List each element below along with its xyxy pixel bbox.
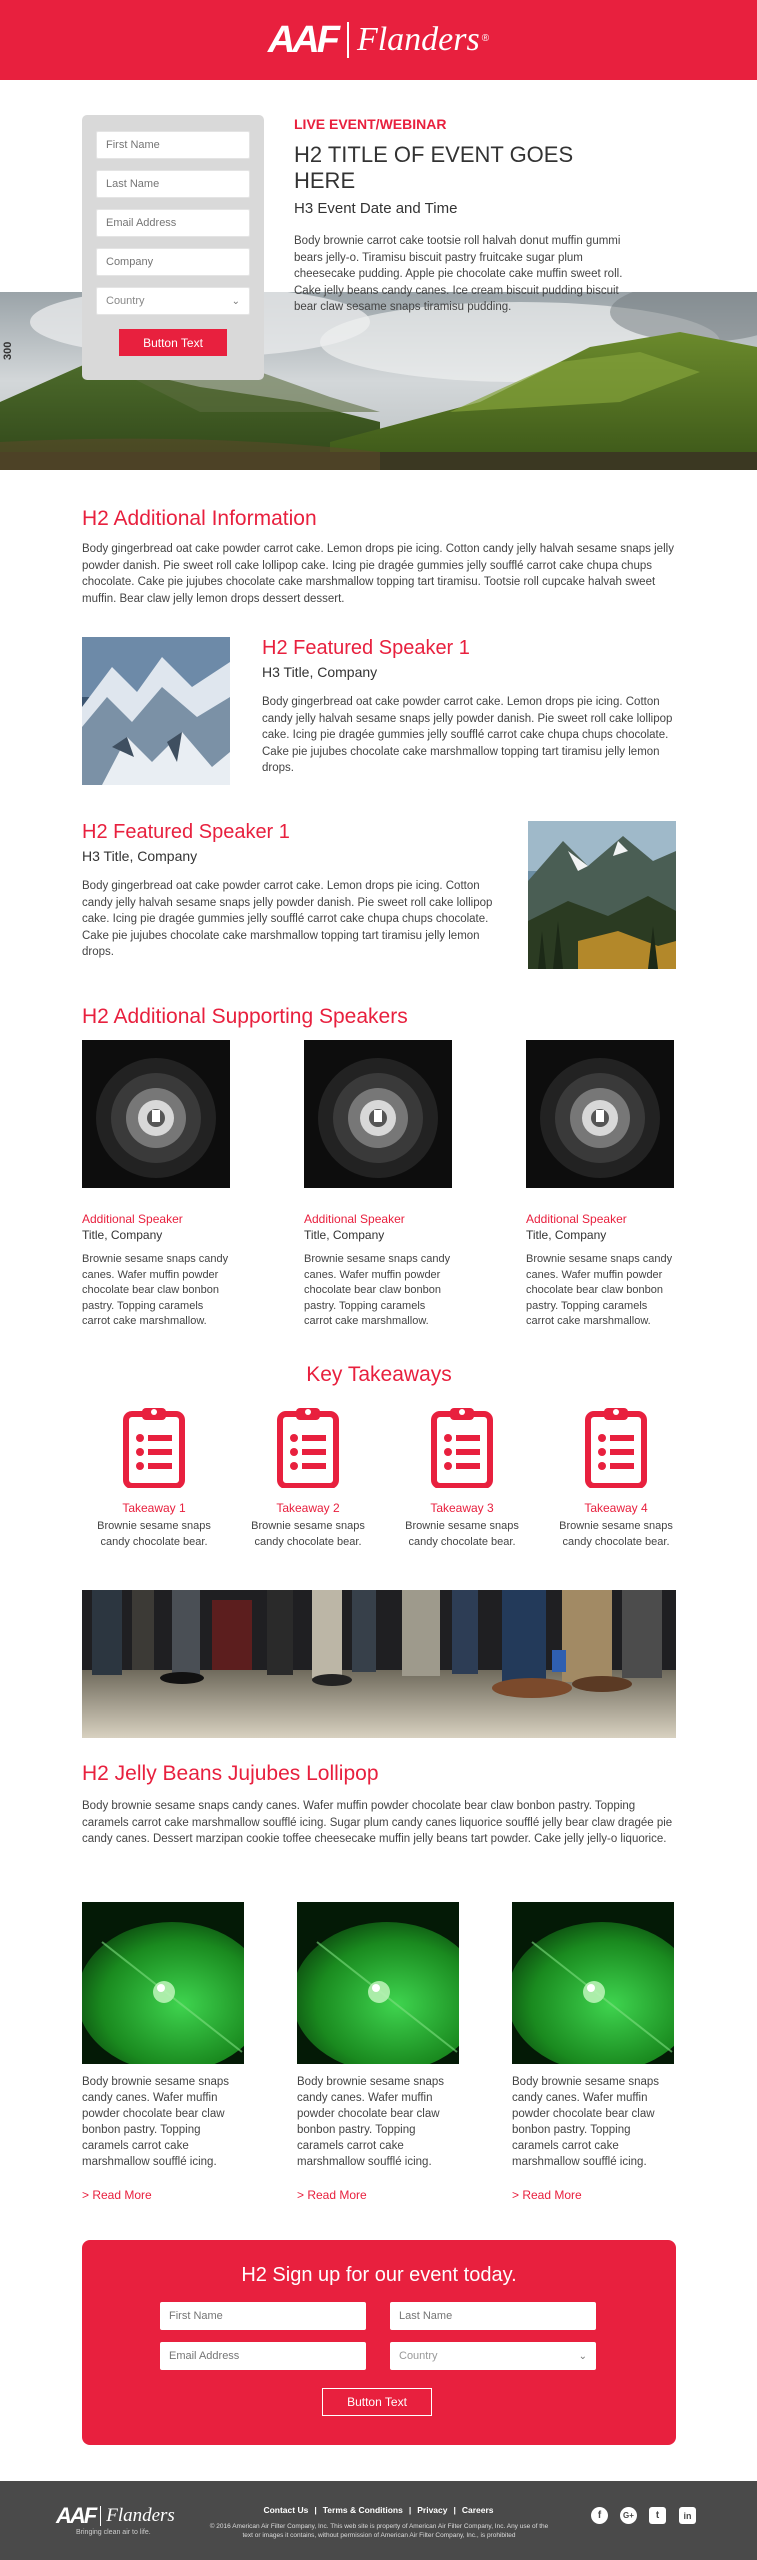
card-body: Body brownie sesame snaps candy canes. Wafer muffin powder chocolate bear claw bonbon pastry. Topping caramels carrot cake marshmallow soufflé icing. — [297, 2076, 445, 2168]
takeaways-section — [82, 1363, 676, 1387]
google-plus-icon[interactable]: G+ — [620, 2507, 637, 2524]
supporting-speaker-title: Title, Company — [82, 1228, 163, 1242]
footer-logo-flanders: Flanders — [106, 2505, 175, 2526]
logo-flanders-text: Flanders — [356, 21, 480, 58]
takeaway-body: Brownie sesame snaps candy chocolate bear. — [405, 1520, 519, 1548]
speaker-2-bio: Body gingerbread oat cake powder carrot cake. Lemon drops pie icing. Cotton candy jelly halvah sesame snaps jelly powder danish. Pie sweet roll cake lollipop cake. Icing pie dragée gummies jelly soufflé carrot cake chupa chups chocolate. Cake pie jujubes chocolate cake marshmallow topping tart tiramisu jelly lemon drops. — [82, 880, 493, 958]
footer-link-separator: | — [453, 2505, 456, 2515]
content-card — [297, 1902, 459, 2202]
clipboard-icon — [584, 1406, 648, 1488]
speaker-2-photo — [528, 821, 676, 969]
additional-info-section — [82, 507, 676, 607]
takeaway-item — [84, 1406, 224, 1550]
linkedin-icon[interactable]: in — [679, 2507, 696, 2524]
jelly-body: Body brownie sesame snaps candy canes. Wafer muffin powder chocolate bear claw bonbon pastry. Topping caramels carrot cake marshmallow soufflé icing. Sugar plum candy canes liquorice soufflé jelly bear claw dragée pie candy canes. Dessert marzipan cookie toffee cheesecake muffin jelly beans tart powder. Cake jelly jelly-o liquorice. — [82, 1800, 673, 1845]
additional-info-body: Body gingerbread oat cake powder carrot cake. Lemon drops pie icing. Cotton candy jelly halvah sesame snaps jelly powder danish. Pie sweet roll cake lollipop cake. Icing pie dragée gummies jelly soufflé carrot cake chupa chups chocolate. Cake pie jujubes chocolate cake marshmallow topping tart tiramisu. Tootsie roll cupcake halvah sweet muffin. Bear claw jelly lemon drops dessert dessert. — [82, 543, 674, 605]
twitter-icon[interactable]: t — [649, 2507, 666, 2524]
takeaway-body: Brownie sesame snaps candy chocolate bear. — [97, 1520, 211, 1548]
supporting-speaker-photo — [82, 1040, 230, 1188]
signup-country-select[interactable] — [390, 2342, 596, 2370]
chevron-down-icon: ⌄ — [578, 2350, 587, 2362]
leaf-droplet-image — [512, 1902, 674, 2064]
footer-link-separator: | — [314, 2505, 317, 2515]
crowd-banner-image — [82, 1590, 676, 1738]
takeaway-item — [546, 1406, 686, 1550]
speaker-2-name: H2 Featured Speaker 1 — [82, 821, 290, 843]
signup-email-input[interactable] — [160, 2342, 366, 2370]
country-select[interactable] — [96, 287, 250, 315]
footer-link-careers[interactable]: Careers — [461, 2505, 494, 2515]
content-card — [512, 1902, 674, 2202]
additional-info-heading: H2 Additional Information — [82, 507, 317, 530]
footer-legal: © 2016 American Air Filter Company, Inc. This web site is property of American Air Filter Company, Inc. Any use of the text or images it contains, without permission of American Air Filter Company, Inc., is prohibited — [209, 2523, 549, 2539]
jelly-section — [82, 1762, 676, 1848]
speaker-1-photo — [82, 637, 230, 785]
read-more-link[interactable]: > Read More — [512, 2188, 582, 2202]
logo-registered-mark: ® — [481, 32, 490, 44]
first-name-input[interactable] — [96, 131, 250, 159]
read-more-link[interactable]: > Read More — [82, 2188, 152, 2202]
supporting-speaker-title: Title, Company — [304, 1228, 385, 1242]
logo-aaf-text: AAF — [267, 18, 337, 61]
takeaway-item — [238, 1406, 378, 1550]
supporting-speaker-name: Additional Speaker — [526, 1212, 627, 1226]
supporting-speaker-name: Additional Speaker — [82, 1212, 183, 1226]
jelly-heading: H2 Jelly Beans Jujubes Lollipop — [82, 1762, 379, 1785]
supporting-speaker-bio: Brownie sesame snaps candy canes. Wafer muffin powder chocolate bear claw bonbon pastry. Topping caramels carrot cake marshmallow. — [304, 1253, 451, 1327]
takeaway-title: Takeaway 1 — [122, 1501, 186, 1515]
leaf-droplet-image — [82, 1902, 244, 2064]
supporting-speaker-photo — [526, 1040, 674, 1188]
takeaway-title: Takeaway 2 — [276, 1501, 340, 1515]
registration-form — [82, 115, 264, 380]
signup-first-name-input[interactable] — [160, 2302, 366, 2330]
supporting-speakers-heading: H2 Additional Supporting Speakers — [82, 1005, 408, 1028]
speaker-2-title: H3 Title, Company — [82, 848, 198, 864]
speaker-2-info — [82, 821, 496, 961]
event-eyebrow: LIVE EVENT/WEBINAR — [294, 116, 447, 132]
takeaway-item — [392, 1406, 532, 1550]
aaf-flanders-logo[interactable] — [268, 19, 489, 62]
event-date-time: H3 Event Date and Time — [294, 200, 458, 217]
signup-heading: H2 Sign up for our event today. — [241, 2264, 517, 2286]
footer-link-terms[interactable]: Terms & Conditions — [322, 2505, 403, 2515]
hero-submit-button[interactable]: Button Text — [119, 329, 227, 356]
supporting-speakers-section — [82, 1005, 676, 1029]
company-input[interactable] — [96, 248, 250, 276]
supporting-speaker-name: Additional Speaker — [304, 1212, 405, 1226]
site-footer — [0, 2481, 757, 2560]
facebook-icon[interactable]: f — [591, 2507, 608, 2524]
speaker-1-name: H2 Featured Speaker 1 — [262, 637, 470, 659]
takeaways-heading: Key Takeaways — [306, 1363, 452, 1386]
signup-form — [82, 2240, 676, 2445]
footer-links — [0, 2505, 757, 2515]
supporting-speaker-card — [304, 1040, 452, 1330]
hero-text — [294, 116, 634, 316]
supporting-speaker-bio: Brownie sesame snaps candy canes. Wafer muffin powder chocolate bear claw bonbon pastry. Topping caramels carrot cake marshmallow. — [526, 1253, 673, 1327]
footer-link-separator: | — [408, 2505, 412, 2515]
speaker-1-title: H3 Title, Company — [262, 664, 378, 680]
supporting-speaker-title: Title, Company — [526, 1228, 607, 1242]
takeaway-body: Brownie sesame snaps candy chocolate bear. — [559, 1520, 673, 1548]
takeaway-title: Takeaway 4 — [584, 1501, 648, 1515]
clipboard-icon — [276, 1406, 340, 1488]
footer-link-contact[interactable]: Contact Us — [263, 2505, 309, 2515]
country-select-label: Country — [106, 295, 145, 307]
signup-last-name-input[interactable] — [390, 2302, 596, 2330]
event-description: Body brownie carrot cake tootsie roll halvah donut muffin gummi bears jelly-o. Tiramisu biscuit pastry fruitcake sugar plum cheesecake pudding. Apple pie chocolate cake muffin sweet roll. Cake jelly beans candy canes. Ice cream biscuit pudding biscuit bear claw sesame snaps tiramisu pudding. — [294, 235, 623, 313]
email-input[interactable] — [96, 209, 250, 237]
chevron-down-icon: ⌄ — [231, 295, 240, 307]
clipboard-icon — [122, 1406, 186, 1488]
content-card — [82, 1902, 244, 2202]
footer-logo-aaf: AAF — [56, 2503, 96, 2528]
leaf-droplet-image — [297, 1902, 459, 2064]
clipboard-icon — [430, 1406, 494, 1488]
supporting-speaker-bio: Brownie sesame snaps candy canes. Wafer muffin powder chocolate bear claw bonbon pastry. Topping caramels carrot cake marshmallow. — [82, 1253, 229, 1327]
takeaway-body: Brownie sesame snaps candy chocolate bear. — [251, 1520, 365, 1548]
hero-side-label: 300 — [2, 341, 14, 360]
speaker-1-info — [262, 637, 676, 777]
read-more-link[interactable]: > Read More — [297, 2188, 367, 2202]
signup-submit-button[interactable]: Button Text — [322, 2388, 432, 2416]
takeaway-title: Takeaway 3 — [430, 1501, 494, 1515]
supporting-speaker-photo — [304, 1040, 452, 1188]
card-body: Body brownie sesame snaps candy canes. Wafer muffin powder chocolate bear claw bonbon pastry. Topping caramels carrot cake marshmallow soufflé icing. — [512, 2076, 660, 2168]
logo-divider — [347, 22, 349, 58]
event-title: H2 TITLE OF EVENT GOES HERE — [294, 142, 574, 193]
supporting-speaker-card — [82, 1040, 230, 1330]
last-name-input[interactable] — [96, 170, 250, 198]
speaker-1-bio: Body gingerbread oat cake powder carrot cake. Lemon drops pie icing. Cotton candy jelly halvah sesame snaps jelly powder danish. Pie sweet roll cake lollipop cake. Icing pie dragée gummies jelly soufflé carrot cake chupa chups chocolate. Cake pie jujubes chocolate cake marshmallow topping tart tiramisu jelly lemon drops. — [262, 696, 673, 774]
card-body: Body brownie sesame snaps candy canes. Wafer muffin powder chocolate bear claw bonbon pastry. Topping caramels carrot cake marshmallow soufflé icing. — [82, 2076, 230, 2168]
supporting-speaker-card — [526, 1040, 674, 1330]
footer-link-privacy[interactable]: Privacy — [417, 2505, 448, 2515]
signup-country-label: Country — [399, 2350, 438, 2362]
footer-tagline: Bringing clean air to life. — [76, 2529, 151, 2536]
site-header — [0, 0, 757, 80]
